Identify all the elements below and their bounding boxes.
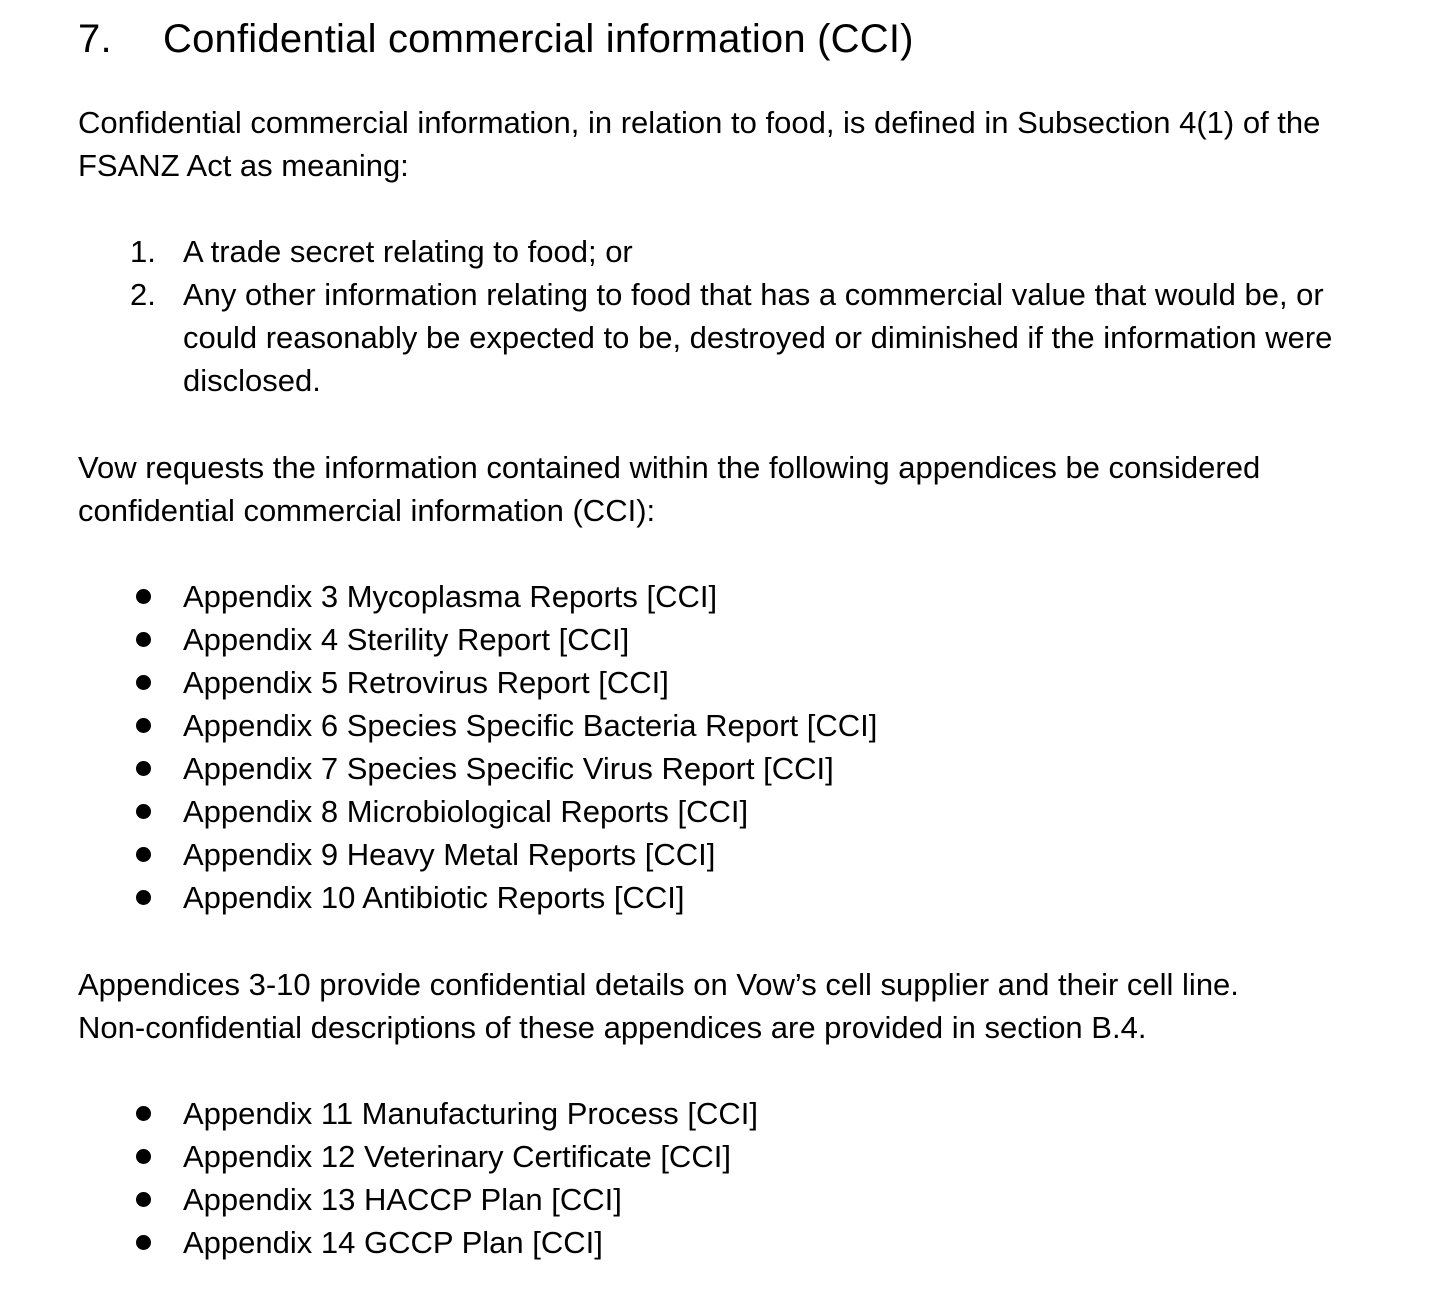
request-paragraph (78, 446, 1418, 532)
list-item (78, 1135, 1418, 1178)
document-page (78, 0, 1418, 1307)
list-item-text: Appendix 8 Microbiological Reports [CCI] (183, 794, 749, 829)
list-item (78, 575, 1418, 618)
paragraph-line: Non-confidential descriptions of these appendices are provided in section B.4. (78, 1010, 1147, 1045)
list-item (78, 230, 1418, 273)
list-item-text: Appendix 12 Veterinary Certificate [CCI] (183, 1139, 731, 1174)
section-heading (78, 14, 914, 64)
paragraph-line: FSANZ Act as meaning: (78, 148, 409, 183)
bullet-icon (136, 1235, 151, 1250)
bullet-icon (136, 890, 151, 905)
list-item (78, 833, 1418, 876)
bullet-icon (136, 589, 151, 604)
bullet-icon (136, 1192, 151, 1207)
list-item-text: Appendix 3 Mycoplasma Reports [CCI] (183, 579, 718, 614)
paragraph-line: confidential commercial information (CCI): (78, 493, 656, 528)
list-item-text: Any other information relating to food that has a commercial value that would be, or (183, 277, 1324, 312)
list-number: 2. (130, 277, 156, 312)
list-item-text: Appendix 13 HACCP Plan [CCI] (183, 1182, 622, 1217)
list-item-text: could reasonably be expected to be, destroyed or diminished if the information were (183, 320, 1333, 355)
appendix-list-1 (78, 575, 1418, 919)
list-item-text: Appendix 14 GCCP Plan [CCI] (183, 1225, 603, 1260)
list-item-text: Appendix 4 Sterility Report [CCI] (183, 622, 630, 657)
definition-list (78, 230, 1418, 402)
list-item-text: Appendix 6 Species Specific Bacteria Report [CCI] (183, 708, 878, 743)
section-number: 7. (78, 17, 112, 61)
note-paragraph (78, 963, 1418, 1049)
list-item-text: Appendix 9 Heavy Metal Reports [CCI] (183, 837, 716, 872)
intro-paragraph (78, 101, 1418, 187)
list-item (78, 790, 1418, 833)
list-item (78, 618, 1418, 661)
paragraph-line: Vow requests the information contained within the following appendices be considered (78, 450, 1261, 485)
bullet-icon (136, 761, 151, 776)
list-item (78, 1221, 1418, 1264)
list-item (78, 704, 1418, 747)
list-item-text: A trade secret relating to food; or (183, 234, 633, 269)
list-item (78, 1092, 1418, 1135)
bullet-icon (136, 718, 151, 733)
list-item-text: Appendix 5 Retrovirus Report [CCI] (183, 665, 669, 700)
bullet-icon (136, 1106, 151, 1121)
list-number: 1. (130, 234, 156, 269)
bullet-icon (136, 804, 151, 819)
list-item-text: Appendix 10 Antibiotic Reports [CCI] (183, 880, 685, 915)
bullet-icon (136, 1149, 151, 1164)
list-item-text: Appendix 7 Species Specific Virus Report [CCI] (183, 751, 834, 786)
bullet-icon (136, 847, 151, 862)
list-item (78, 273, 1418, 402)
bullet-icon (136, 675, 151, 690)
appendix-list-2 (78, 1092, 1418, 1264)
list-item (78, 747, 1418, 790)
list-item (78, 876, 1418, 919)
paragraph-line: Appendices 3-10 provide confidential details on Vow’s cell supplier and their cell line. (78, 967, 1239, 1002)
section-title: Confidential commercial information (CCI) (163, 17, 914, 61)
list-item-text: disclosed. (183, 363, 321, 398)
list-item (78, 661, 1418, 704)
bullet-icon (136, 632, 151, 647)
list-item-text: Appendix 11 Manufacturing Process [CCI] (183, 1096, 758, 1131)
list-item (78, 1178, 1418, 1221)
paragraph-line: Confidential commercial information, in relation to food, is defined in Subsection 4(1) of the (78, 105, 1321, 140)
